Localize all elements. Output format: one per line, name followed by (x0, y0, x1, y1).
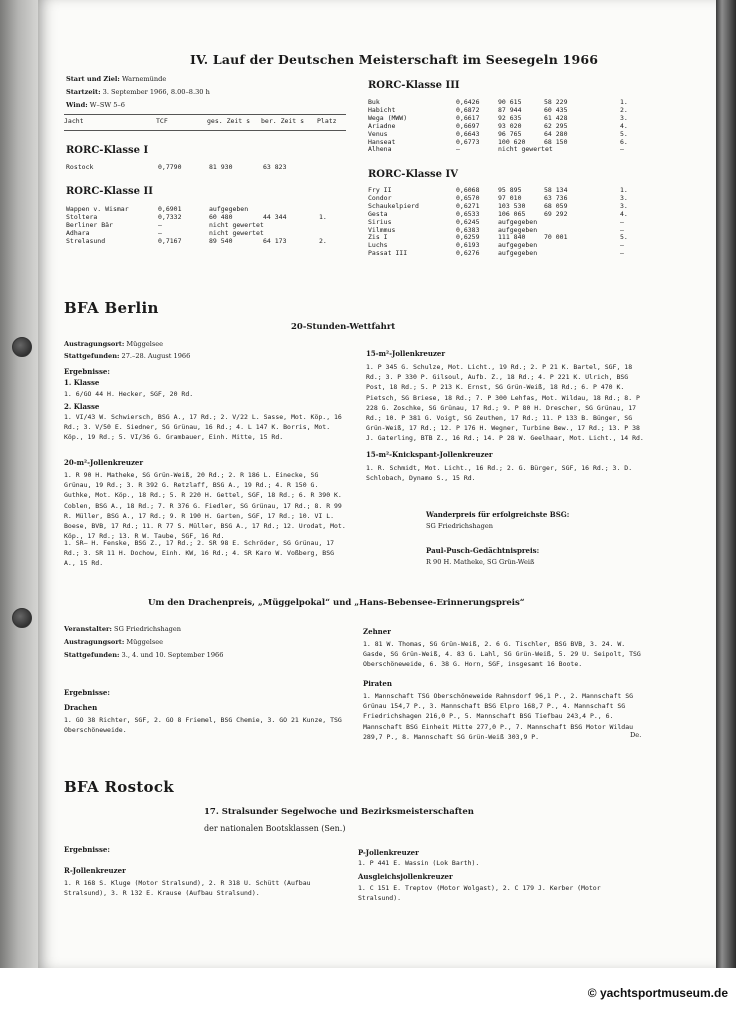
table-cell: Fry II (368, 186, 392, 194)
table-cell: 97 010 (498, 193, 522, 202)
table-cell: nicht gewertet (209, 228, 264, 237)
class-heading: 15-m²-Jollenkreuzer (366, 349, 446, 358)
award-heading: Paul-Pusch-Gedächtnispreis: (426, 546, 540, 555)
table-cell: aufgegeben (498, 241, 538, 250)
table-header: Jacht TCF ges. Zeit s ber. Zeit s Platz (64, 117, 337, 125)
table-cell: Vilmmus (368, 225, 396, 234)
table-cell: 68 059 (544, 201, 568, 210)
table-cell: 92 635 (498, 113, 522, 122)
table-cell: 111 840 (498, 233, 526, 242)
section-heading-berlin: BFA Berlin (64, 299, 159, 317)
table-cell: 6. (620, 137, 628, 146)
class-heading: 1. Klasse (64, 378, 100, 387)
table-cell: Passat III (368, 249, 408, 258)
start-info: Start und Ziel: Warnemünde (66, 75, 167, 83)
table-cell: 96 765 (498, 129, 522, 138)
class-results: 1. VI/43 W. Schwiersch, BSG A., 17 Rd.; 2. V/22 L. Sasse, Mot. Köp., 16 Rd.; 3. V/50 E. Siedner, SG Grünau, 16 Rd.; 4. L 147 K. Borris, Mot. Köp., 19 Rd.; 5. VI/36 G. Grambauer, Einh. Mitte, 15 Rd. (64, 413, 342, 442)
binder-hole (12, 608, 32, 628)
table-cell (544, 219, 620, 227)
table-cell: 3. (620, 193, 628, 202)
table-cell: — (620, 249, 624, 258)
organizer: Veranstalter: SG Friedrichshagen (64, 625, 182, 633)
table-cell: 5. (620, 233, 628, 242)
table-cell (544, 242, 620, 250)
divider (64, 130, 346, 131)
class-heading: 2. Klasse (64, 402, 100, 411)
results-label: Ergebnisse: (64, 845, 110, 854)
table-cell: 0,6617 (456, 113, 480, 122)
class-heading: Ausgleichsjollenkreuzer (358, 872, 453, 881)
table-cell: 0,6426 (456, 98, 480, 106)
rorc4-title: RORC-Klasse IV (368, 169, 458, 180)
page-title: IV. Lauf der Deutschen Meisterschaft im Seesegeln 1966 (190, 52, 599, 67)
table-cell: aufgegeben (498, 217, 538, 226)
table-cell: 0,6068 (456, 186, 480, 194)
table-cell: 0,6193 (456, 241, 480, 250)
book-binding (0, 0, 40, 975)
table-cell: 93 020 (498, 121, 522, 130)
table-cell: 1. (620, 98, 628, 106)
class-results: 1. P 441 E. Wassin (Lok Barth). (358, 859, 480, 867)
divider (64, 114, 346, 115)
table-cell: 2. (319, 236, 327, 245)
table-cell (544, 146, 620, 154)
table-cell: — (620, 217, 624, 226)
table-cell: — (620, 225, 624, 234)
table-cell: 44 344 (263, 212, 287, 221)
table-cell: 0,6276 (456, 249, 480, 258)
table-row (66, 230, 345, 238)
table-cell: 0,6383 (456, 225, 480, 234)
event-title: 17. Stralsunder Segelwoche und Bezirksmeisterschaften (204, 807, 474, 817)
table-cell: Sirius (368, 217, 392, 226)
rorc1-table (66, 164, 345, 172)
table-cell: 0,7790 (158, 163, 182, 171)
table-row (368, 250, 640, 258)
table-cell: 2. (620, 105, 628, 114)
table-cell: 0,6901 (158, 205, 182, 213)
table-cell: 0,6245 (456, 217, 480, 226)
dates: Stattgefunden: 27.–28. August 1966 (64, 352, 191, 360)
table-cell: 70 001 (544, 233, 568, 242)
table-cell: 4. (620, 209, 628, 218)
event-subtitle: der nationalen Bootsklassen (Sen.) (204, 824, 346, 833)
table-row (66, 206, 345, 214)
table-cell: Wappen v. Wismar (66, 205, 129, 213)
table-cell: 103 530 (498, 201, 526, 210)
table-cell: — (620, 241, 624, 250)
table-cell: Hanseat (368, 137, 396, 146)
table-cell: 0,7332 (158, 212, 182, 221)
table-cell: 87 944 (498, 105, 522, 114)
table-cell: 106 065 (498, 209, 526, 218)
award-heading: Wanderpreis für erfolgreichste BSG: (426, 510, 570, 519)
table-cell: aufgegeben (498, 225, 538, 234)
table-cell (263, 222, 319, 230)
table-cell: 0,6773 (456, 137, 480, 146)
table-cell: 0,6271 (456, 201, 480, 210)
table-cell: 0,6643 (456, 129, 480, 138)
table-cell: 0,6533 (456, 209, 480, 218)
table-cell: Luchs (368, 241, 388, 250)
table-cell: Strelasund (66, 236, 106, 245)
table-cell: 100 620 (498, 137, 526, 146)
event-title: 20-Stunden-Wettfahrt (291, 322, 396, 332)
rorc2-title: RORC-Klasse II (66, 186, 153, 197)
results-label: Ergebnisse: (64, 688, 110, 697)
table-cell: nicht gewertet (498, 145, 553, 154)
table-cell: 0,6697 (456, 121, 480, 130)
table-cell: Venus (368, 129, 388, 138)
table-cell: Alhena (368, 145, 392, 154)
class-heading: Piraten (363, 679, 392, 688)
table-cell: 63 823 (263, 163, 287, 171)
page-edge (716, 0, 736, 975)
table-cell (319, 164, 345, 172)
table-cell: — (456, 145, 460, 154)
table-cell (544, 250, 620, 258)
class-heading: R-Jollenkreuzer (64, 866, 126, 875)
table-cell: 62 295 (544, 121, 568, 130)
table-cell: 4. (620, 121, 628, 130)
start-time: Startzeit: 3. September 1966, 8.00–8.30 h (66, 88, 210, 96)
table-row (66, 238, 345, 246)
class-results: 1. 6/GO 44 H. Hecker, SGF, 20 Rd. (64, 390, 194, 398)
table-cell: 63 736 (544, 193, 568, 202)
table-cell: 60 435 (544, 105, 568, 114)
binder-hole (12, 337, 32, 357)
table-cell: 5. (620, 129, 628, 138)
table-cell: nicht gewertet (209, 220, 264, 229)
class-heading: 15-m²-Knickspant-Jollenkreuzer (366, 450, 493, 459)
table-cell: 69 292 (544, 209, 568, 218)
class-results: 1. P 345 G. Schulze, Mot. Licht., 19 Rd.; 2. P 21 K. Bartel, SGF, 18 Rd.; 3. P 330 P. Gilsoul, Aufb. Z., 18 Rd.; 4. P 221 K. Ulrich, BSG Post, 18 Rd.; 5. P 213 K. Ernst, SG Grün-Weiß, 18 Rd.; 6. P 470 K. Pietsch, SG Briese, 18 Rd.; 7. P 300 Lehfas, Mot. Wildau, 18 Rd.; 8. P 228 G. Zoschke, SG Grünau, 17 Rd.; 9. P 80 H. Drescher, SG Grünau, 17 Rd.; 10. P 381 G. Voigt, SG Zeuthen, 17 Rd.; 11. P 133 B. Bünger, SG Grün-Weiß, 17 Rd.; 12. P 176 H. Wegner, Turbine Bew., 17 Rd.; 13. P 38 J. Gaterling, BTB Z., 16 Rd.; 14. P 28 W. Geelhaar, Mot. Licht., 14 Rd. (366, 363, 644, 443)
class-heading: P-Jollenkreuzer (358, 848, 419, 857)
class-results: 1. Mannschaft TSG Oberschöneweide Rahnsdorf 96,1 P., 2. Mannschaft SG Grünau 154,7 P., 3. Mannschaft BSG Elpro 168,7 P., 4. Mannschaft SG Friedrichshagen 216,0 P., 5. Mannschaft BSG Tiefbau 243,4 P., 6. Mannschaft BSG Einheit Mitte 277,0 P., 7. Mannschaft BSG Motor Wildau 289,7 P., 8. Mannschaft SG Grün-Weiß 303,9 P. (363, 692, 634, 741)
table-cell: Buk (368, 98, 380, 106)
table-cell: Wega (MWW) (368, 113, 408, 122)
table-cell: 3. (620, 201, 628, 210)
table-row (66, 164, 345, 172)
class-results: 1. R. Schmidt, Mot. Licht., 16 Rd.; 2. G. Bürger, SGF, 16 Rd.; 3. D. Schlobach, Dynamo S., 15 Rd. (366, 464, 633, 483)
watermark: © yachtsportmuseum.de (587, 986, 728, 1000)
table-cell: aufgegeben (209, 205, 249, 213)
table-cell: Gesta (368, 209, 388, 218)
rorc2-table (66, 206, 345, 246)
table-cell: Berliner Bär (66, 220, 113, 229)
award-winner: R 90 H. Matheke, SG Grün-Weiß (426, 558, 535, 566)
rorc3-title: RORC-Klasse III (368, 80, 460, 91)
class-results: 1. R 90 H. Matheke, SG Grün-Weiß, 20 Rd.; 2. R 186 L. Einecke, SG Grünau, 19 Rd.; 3. R 392 G. Retzlaff, BSG A., 19 Rd.; 4. R 150 G. Guthke, Mot. Köp., 18 Rd.; 5. R 220 H. Gettel, SGF, 18 Rd.; 6. R 390 K. Coblen, BSG A., 18 Rd.; 7. R 376 G. Fiedler, SG Grünau, 17 Rd.; 8. R 99 R. Müller, BSG A., 17 Rd.; 9. R 190 H. Garten, SGF, 17 Rd.; 10. VI L. Boese, BVB, 17 Rd.; 11. R 77 S. Müller, BSG A., 17 Rd.; 12. Urodat, Mot. Köp., 17 Rd.; 13. R W. Taube, SGF, 16 Rd. (64, 471, 346, 541)
event-title: Um den Drachenpreis, „Müggelpokal“ und „Hans-Bebensee-Erinnerungspreis“ (148, 598, 525, 608)
table-cell: 0,6872 (456, 105, 480, 114)
table-cell: 95 895 (498, 186, 522, 194)
table-cell: 1. (319, 212, 327, 221)
class-heading: 20-m²-Jollenkreuzer (64, 458, 144, 467)
table-cell: Zis I (368, 233, 388, 242)
table-cell: aufgegeben (498, 249, 538, 258)
venue: Austragungsort: Müggelsee (64, 340, 164, 348)
table-cell: 64 173 (263, 236, 287, 245)
table-cell: Stoltera (66, 212, 98, 221)
table-cell: Ariadne (368, 121, 396, 130)
table-cell: Habicht (368, 105, 396, 114)
table-cell: Rostock (66, 163, 94, 171)
table-cell: — (620, 145, 624, 154)
venue: Austragungsort: Müggelsee (64, 638, 164, 646)
table-cell: 61 428 (544, 113, 568, 122)
table-cell: — (158, 220, 162, 229)
table-cell: 60 480 (209, 212, 233, 221)
dates: Stattgefunden: 3., 4. und 10. September 1966 (64, 651, 224, 659)
class-results: 1. GO 38 Richter, SGF, 2. GO 8 Friemel, BSG Chemie, 3. GO 21 Kunze, TSG Oberschöneweide. (64, 716, 342, 735)
class-heading: Drachen (64, 703, 98, 712)
table-cell: 68 150 (544, 137, 568, 146)
results-label: Ergebnisse: (64, 367, 110, 376)
table-cell: 1. (620, 186, 628, 194)
table-cell: — (158, 228, 162, 237)
table-cell: 3. (620, 113, 628, 122)
table-cell: Schaukelpierd (368, 201, 419, 210)
table-row (66, 222, 345, 230)
rorc3-table (368, 99, 640, 154)
class-results: 1. 81 W. Thomas, SG Grün-Weiß, 2. 6 G. Tischler, BSG BVB, 3. 24. W. Gasde, SG Grün-Weiß, 4. 83 G. Lahl, SG Grün-Weiß, 5. 29 U. Seipolt, TSG Oberschöneweide, 6. 38 G. Horn, SGF, insgesamt 16 Boote. (363, 640, 641, 669)
wind-info: Wind: W–SW 5–6 (66, 101, 125, 109)
table-cell: 58 134 (544, 186, 568, 194)
table-cell: Condor (368, 193, 392, 202)
award-winner: SG Friedrichshagen (426, 522, 493, 530)
table-cell: 0,7167 (158, 236, 182, 245)
table-cell: 90 615 (498, 98, 522, 106)
rorc4-table (368, 187, 640, 258)
table-cell: 0,6570 (456, 193, 480, 202)
table-cell: Adhara (66, 228, 90, 237)
rorc1-title: RORC-Klasse I (66, 145, 149, 156)
table-cell: 0,6259 (456, 233, 480, 242)
table-cell (319, 222, 345, 230)
section-heading-rostock: BFA Rostock (64, 778, 174, 796)
class-heading: Zehner (363, 627, 391, 636)
table-cell: 89 540 (209, 236, 233, 245)
table-cell: 64 280 (544, 129, 568, 138)
author-sign: De. (630, 731, 642, 739)
table-row (368, 146, 640, 154)
class-results: 1. R 168 S. Kluge (Motor Stralsund), 2. R 318 U. Schütt (Aufbau Stralsund), 3. R 132 E. Krause (Aufbau Stralsund). (64, 879, 311, 898)
table-cell: 58 229 (544, 98, 568, 106)
class-results: 1. SR– H. Fenske, BSG Z., 17 Rd.; 2. SR 98 E. Schröder, SG Grünau, 17 Rd.; 3. SR 11 H. Dochow, Einh. KW, 16 Rd.; 4. SR Karo W. Voßberg, BSG A., 15 Rd. (64, 539, 335, 568)
table-cell: 81 930 (209, 163, 233, 171)
class-results: 1. C 151 E. Treptov (Motor Wolgast), 2. C 179 J. Kerber (Motor Stralsund). (358, 884, 601, 903)
